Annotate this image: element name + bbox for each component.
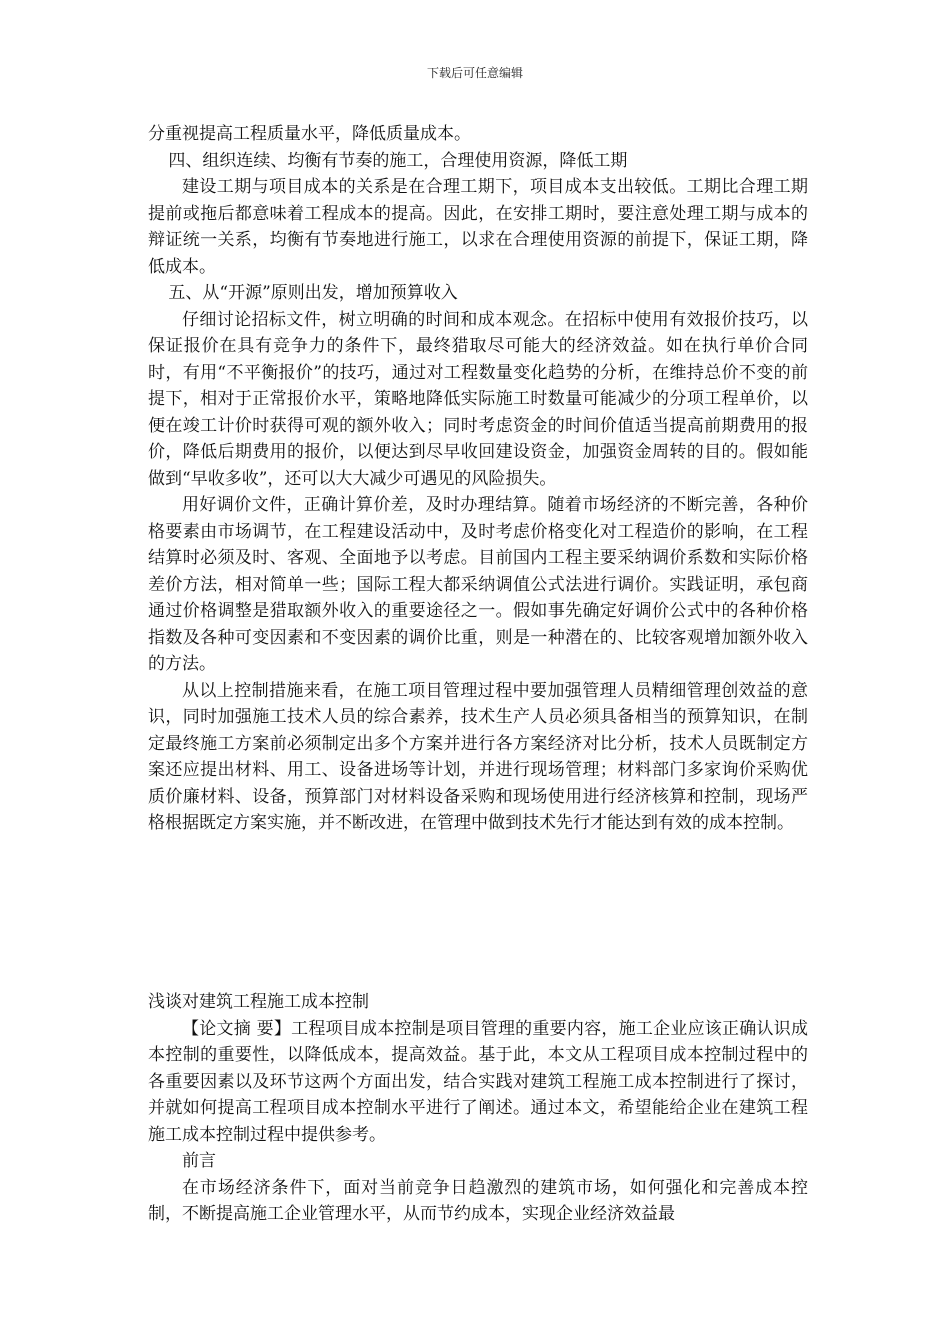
heading-preface: 前言: [182, 1151, 216, 1171]
paragraph-schedule: 建设工期与项目成本的关系是在合理工期下，项目成本支出较低。工期比合理工期提前或拖后都意味着工程成本的提高。因此，在安排工期时，要注意处理工期与成本的辩证统一关系，均衡有节奏地进行施工，以求在合理使用资源的前提下，保证工期，降低成本。: [148, 177, 808, 277]
paragraph-continuation: 分重视提高工程质量水平，降低质量成本。: [148, 124, 471, 144]
section-article: [148, 989, 808, 1228]
page-header: 下载后可任意编辑: [426, 66, 523, 80]
paragraph-preface: 在市场经济条件下，面对当前竞争日趋激烈的建筑市场，如何强化和完善成本控制，不断提高施工企业管理水平，从而节约成本，实现企业经济效益最: [148, 1177, 808, 1224]
paragraph-abstract: 【论文摘 要】工程项目成本控制是项目管理的重要内容，施工企业应该正确认识成本控制的重要性，以降低成本，提高效益。基于此，本文从工程项目成本控制过程中的各重要因素以及环节这两个方面出发，结合实践对建筑工程施工成本控制进行了探讨，并就如何提高工程项目成本控制水平进行了阐述。通过本文，希望能给企业在建筑工程施工成本控制过程中提供参考。: [148, 1018, 808, 1145]
paragraph-price-adjustment: 用好调价文件，正确计算价差，及时办理结算。随着市场经济的不断完善，各种价格要素由市场调节，在工程建设活动中，及时考虑价格变化对工程造价的影响，在工程结算时必须及时、客观、全面地予以考虑。目前国内工程主要采纳调价系数和实际价格差价方法，相对简单一些；国际工程大都采纳调值公式法进行调价。实践证明，承包商通过价格调整是猎取额外收入的重要途径之一。假如事先确定好调价公式中的各种价格指数及各种可变因素和不变因素的调价比重，则是一种潜在的、比较客观增加额外收入的方法。: [148, 495, 808, 674]
heading-section-5: 五、从“开源”原则出发，增加预算收入: [168, 283, 458, 303]
heading-section-4: 四、组织连续、均衡有节奏的施工，合理使用资源，降低工期: [168, 150, 628, 171]
section-cost-measures: [148, 121, 808, 837]
article-title: 浅谈对建筑工程施工成本控制: [148, 992, 369, 1012]
paragraph-bidding: 仔细讨论招标文件，树立明确的时间和成本观念。在招标中使用有效报价技巧，以保证报价在具有竞争力的条件下，最终猎取尽可能大的经济效益。如在执行单价合同时，有用“不平衡报价”的技巧，通过对工程数量变化趋势的分析，在维持总价不变的前提下，相对于正常报价水平，策略地降低实际施工时数量可能减少的分项工程单价，以便在竣工计价时获得可观的额外收入；同时考虑资金的时间价值适当提高前期费用的报价，降低后期费用的报价，以便达到尽早收回建设资金，加强资金周转的目的。假如能做到“早收多收”，还可以大大减少可遇见的风险损失。: [148, 309, 808, 489]
paragraph-summary: 从以上控制措施来看，在施工项目管理过程中要加强管理人员精细管理创效益的意识，同时加强施工技术人员的综合素养，技术生产人员必须具备相当的预算知识，在制定最终施工方案前必须制定出多个方案并进行各方案经济对比分析，技术人员既制定方案还应提出材料、用工、设备进场等计划，并进行现场管理；材料部门多家询价采购优质价廉材料、设备，预算部门对材料设备采购和现场使用进行经济核算和控制，现场严格根据既定方案实施，并不断改进，在管理中做到技术先行才能达到有效的成本控制。: [148, 680, 808, 833]
